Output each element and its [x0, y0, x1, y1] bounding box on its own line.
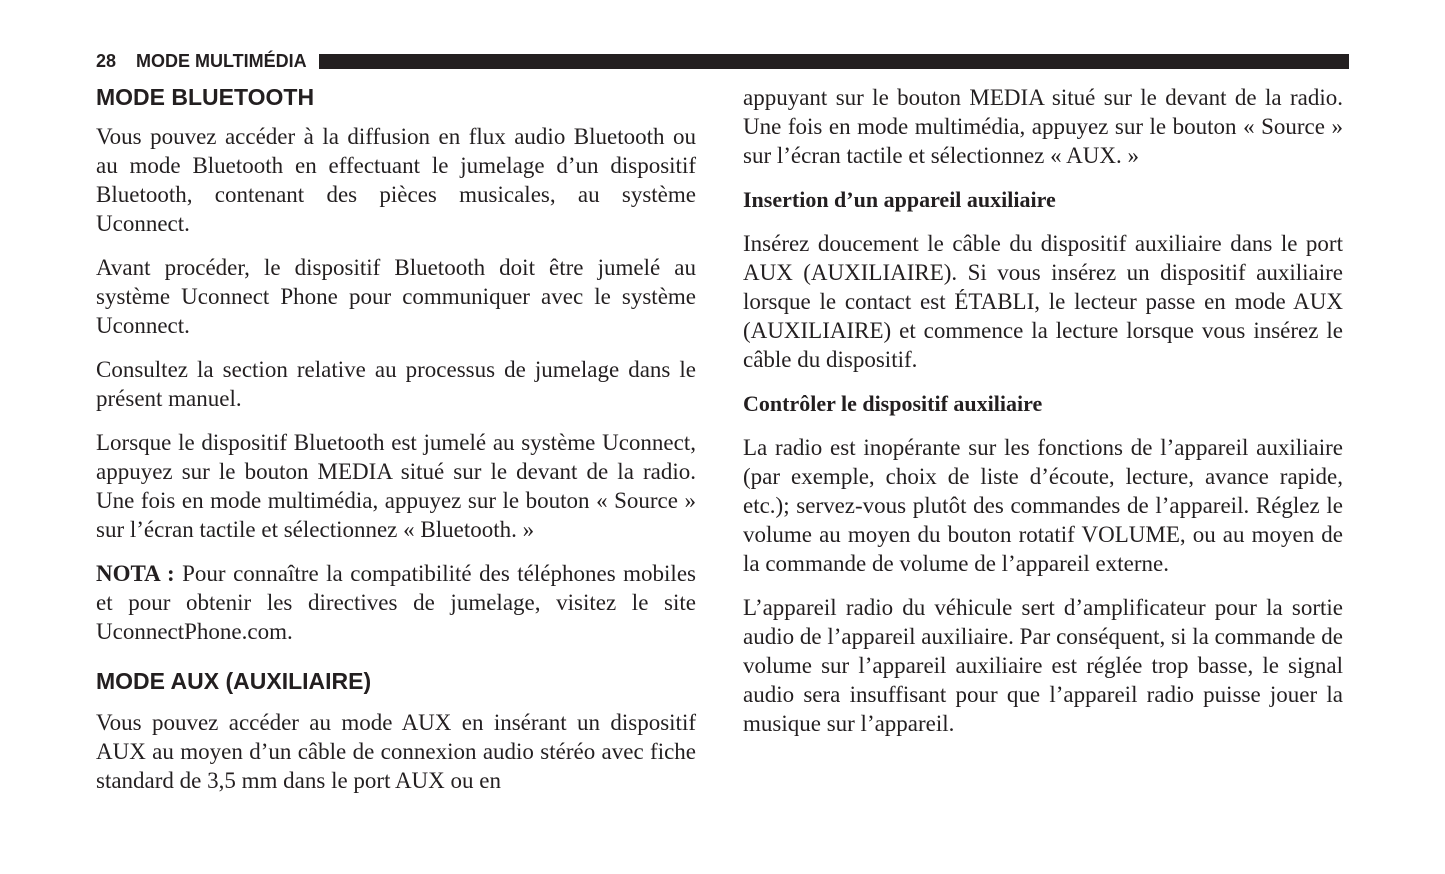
page-number: 28 [96, 50, 117, 71]
paragraph: Lorsque le dispositif Bluetooth est jumelé au système Uconnect, appuyez sur le bouton MEDIA situé sur le devant de la radio. Une fois en mode multimédia, appuyez sur le bouton « Source » sur l’écran tactile et sélectionnez « Bluetooth. » [96, 430, 696, 542]
right-column [743, 83, 1343, 753]
left-column [96, 83, 696, 810]
heading-bluetooth: MODE BLUETOOTH [96, 84, 315, 110]
paragraph: Vous pouvez accéder à la diffusion en flux audio Bluetooth ou au mode Bluetooth en effectuant le jumelage d’un dispositif Bluetooth, contenant des pièces musicales, au système Uconnect. [96, 124, 696, 236]
nota-paragraph [96, 559, 696, 646]
subheading-control: Contrôler le dispositif auxiliaire [743, 391, 1043, 416]
paragraph: L’appareil radio du véhicule sert d’amplificateur pour la sortie audio de l’appareil auxiliaire. Par conséquent, si la commande de volume sur l’appareil auxiliaire est réglée trop basse, le signal audio sera insuffisant pour que l’appareil radio puisse jouer la musique sur l’appareil. [743, 595, 1343, 736]
nota-label: NOTA : [96, 561, 175, 586]
section-title: MODE MULTIMÉDIA [136, 50, 307, 71]
header-rule [319, 54, 1349, 69]
subheading-insertion: Insertion d’un appareil auxiliaire [743, 187, 1056, 212]
heading-aux: MODE AUX (AUXILIAIRE) [96, 668, 372, 694]
paragraph: Avant procéder, le dispositif Bluetooth doit être jumelé au système Uconnect Phone pour communiquer avec le système Uconnect. [96, 255, 696, 338]
paragraph: La radio est inopérante sur les fonctions de l’appareil auxiliaire (par exemple, choix de liste d’écoute, lecture, avance rapide, etc.); servez-vous plutôt des commandes de l’appareil. Réglez le volume au moyen du bouton rotatif VOLUME, ou au moyen de la commande de volume de l’appareil externe. [743, 435, 1343, 576]
paragraph: Vous pouvez accéder au mode AUX en insérant un dispositif AUX au moyen d’un câble de connexion audio stéréo avec fiche standard de 3,5 mm dans le port AUX ou en [96, 710, 696, 793]
paragraph: appuyant sur le bouton MEDIA situé sur le devant de la radio. Une fois en mode multimédia, appuyez sur le bouton « Source » sur l’écran tactile et sélectionnez « AUX. » [743, 85, 1343, 168]
paragraph: Insérez doucement le câble du dispositif auxiliaire dans le port AUX (AUXILIAIRE). Si vous insérez un dispositif auxiliaire lorsque le contact est ÉTABLI, le lecteur passe en mode AUX (AUXILIAIRE) et commence la lecture lorsque vous insérez le câble du dispositif. [743, 231, 1343, 372]
paragraph: Consultez la section relative au processus de jumelage dans le présent manuel. [96, 357, 696, 411]
nota-text: Pour connaître la compatibilité des téléphones mobiles et pour obtenir les directives de jumelage, visitez le site UconnectPhone.com. [96, 561, 696, 644]
page-header [96, 50, 1349, 72]
